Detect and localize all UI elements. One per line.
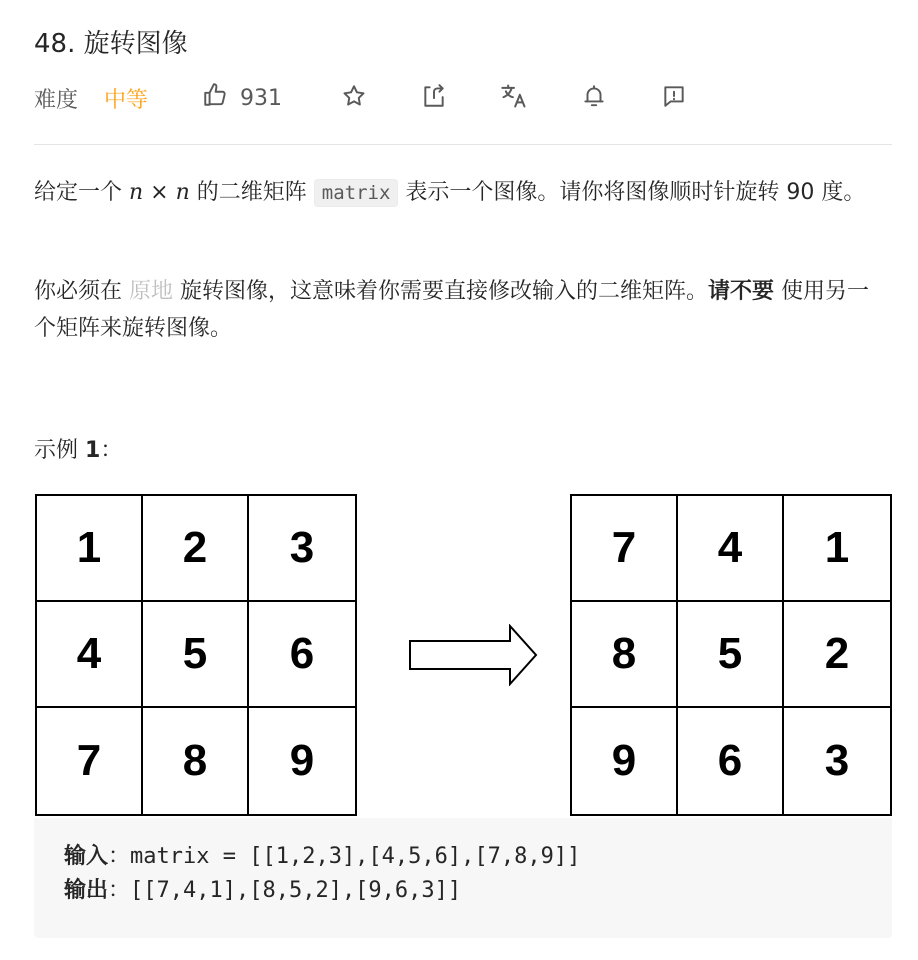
- matrix-cell: 2: [143, 496, 249, 602]
- matrix-cell: 1: [37, 496, 143, 602]
- math-times: ×: [143, 180, 176, 205]
- translate-icon: [500, 82, 528, 114]
- matrix-cell: 9: [289, 736, 315, 785]
- bell-icon: [581, 83, 607, 113]
- notification-button[interactable]: [578, 78, 610, 118]
- matrix-cell: 8: [572, 602, 678, 708]
- header-divider: [34, 144, 892, 145]
- matrix-cell: 4: [678, 496, 784, 602]
- description-paragraph-1: [34, 174, 884, 212]
- description-text: 表示一个图像。请你将图像顺时针旋转 90 度。: [398, 180, 866, 205]
- matrix-cell: 3: [824, 736, 850, 785]
- math-variable-n: n: [129, 180, 144, 205]
- favorite-button[interactable]: [338, 78, 370, 118]
- page-title: 48. 旋转图像: [34, 29, 188, 59]
- input-label: 输入: [64, 844, 109, 869]
- matrix-cell: 3: [249, 496, 355, 602]
- input-value: ：matrix = [[1,2,3],[4,5,6],[7,8,9]]: [108, 844, 581, 869]
- math-variable-n: n: [175, 180, 190, 205]
- in-place-link[interactable]: 原地: [129, 279, 174, 304]
- matrix-cell: 6: [678, 708, 784, 814]
- example-io-block: [34, 818, 892, 938]
- example-title: [34, 432, 122, 469]
- matrix-after: [570, 494, 892, 816]
- output-label: 输出: [64, 878, 109, 903]
- example-output-line: [64, 874, 862, 908]
- matrix-cell: 7: [572, 496, 678, 602]
- share-button[interactable]: [418, 78, 450, 118]
- description-text: 的二维矩阵: [189, 180, 314, 205]
- description-text: 给定一个: [34, 180, 129, 205]
- matrix-cell: 8: [143, 708, 249, 814]
- matrix-cell: 5: [678, 602, 784, 708]
- thumbs-up-icon: [202, 82, 228, 114]
- example-number: 1: [85, 438, 101, 463]
- inline-code: matrix: [314, 179, 399, 207]
- feedback-button[interactable]: [658, 78, 690, 118]
- matrix-cell: 2: [784, 602, 890, 708]
- output-value: ：[[7,4,1],[8,5,2],[9,6,3]]: [108, 878, 462, 903]
- matrix-cell: 6: [249, 602, 355, 708]
- description-text: 你必须在: [34, 279, 129, 304]
- matrix-cell: 4: [37, 602, 143, 708]
- feedback-icon: [661, 83, 687, 113]
- like-count: 931: [240, 85, 282, 111]
- matrix-cell: 1: [784, 496, 890, 602]
- matrix-cell: 9: [572, 708, 678, 814]
- description-text: 旋转图像，这意味着你需要直接修改输入的二维矩阵。: [173, 279, 709, 304]
- matrix-before: [35, 494, 357, 816]
- description-paragraph-2: [34, 273, 884, 347]
- example-input-line: [64, 840, 862, 874]
- emphasis-text: 请不要: [708, 279, 775, 304]
- problem-meta-toolbar: [34, 78, 894, 118]
- share-icon: [421, 83, 447, 113]
- example-title-colon: ：: [100, 438, 123, 463]
- example-title-text: 示例: [34, 438, 85, 463]
- star-icon: [341, 83, 367, 113]
- description-text: 使用另一个矩阵来旋转图像。: [34, 279, 870, 341]
- translate-button[interactable]: [498, 78, 530, 118]
- rotate-arrow-icon: [408, 624, 540, 686]
- difficulty-label: 难度: [34, 87, 79, 113]
- difficulty-badge: 中等: [104, 87, 149, 113]
- like-button[interactable]: [202, 78, 282, 118]
- matrix-cell: 5: [143, 602, 249, 708]
- matrix-cell: 7: [37, 708, 143, 814]
- example-figure: [34, 494, 892, 818]
